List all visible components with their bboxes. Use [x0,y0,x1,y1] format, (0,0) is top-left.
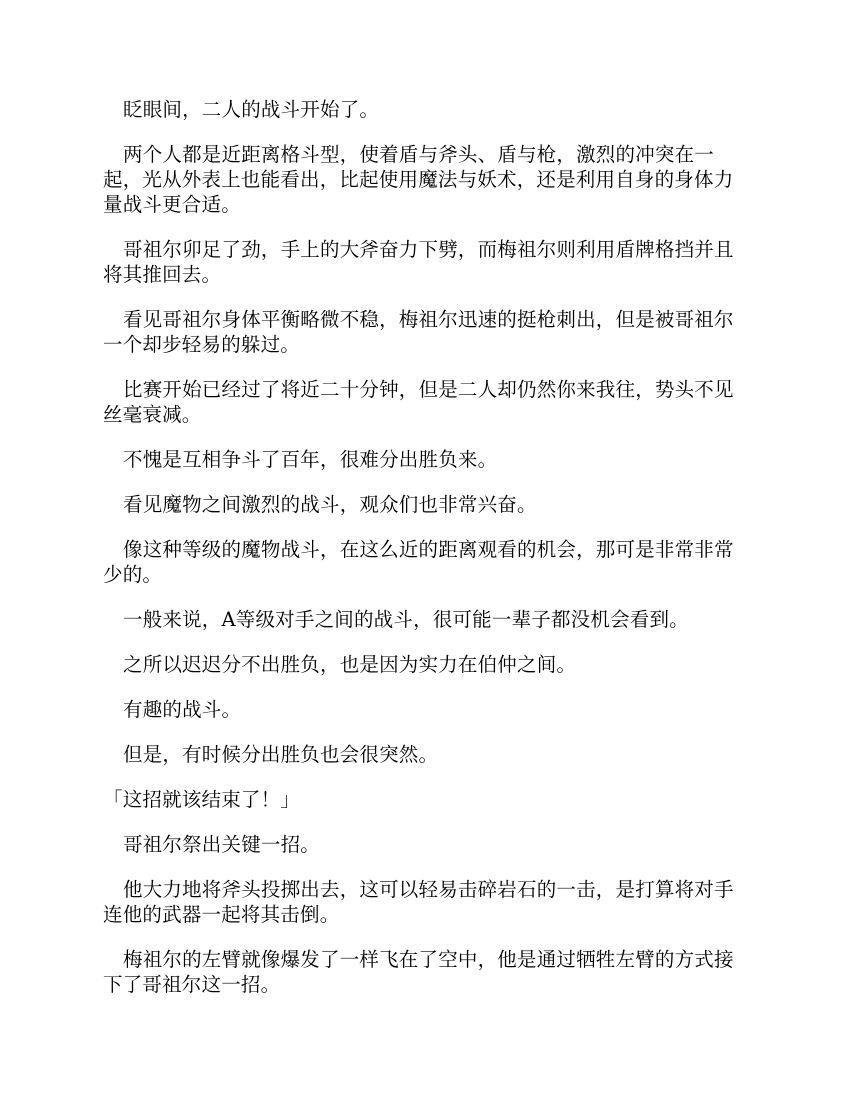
paragraph: 像这种等级的魔物战斗，在这么近的距离观看的机会，那可是非常非常少的。 [103,538,734,586]
paragraph: 看见魔物之间激烈的战斗，观众们也非常兴奋。 [123,493,537,516]
paragraph: 之所以迟迟分不出胜负，也是因为实力在伯仲之间。 [123,653,577,676]
paragraph: 眨眼间，二人的战斗开始了。 [123,98,380,121]
dialogue-line: 「这招就该结束了！」 [103,788,301,811]
paragraph: 他大力地将斧头投掷出去，这可以轻易击碎岩石的一击，是打算将对手连他的武器一起将其击倒。 [103,878,734,926]
paragraph: 一般来说，A等级对手之间的战斗，很可能一辈子都没机会看到。 [123,608,689,631]
paragraph: 两个人都是近距离格斗型，使着盾与斧头、盾与枪，激烈的冲突在一起，光从外表上也能看出，比起使用魔法与妖术，还是利用自身的身体力量战斗更合适。 [103,143,734,216]
paragraph: 梅祖尔的左臂就像爆发了一样飞在了空中，他是通过牺牲左臂的方式接下了哥祖尔这一招。 [103,948,734,996]
paragraph: 有趣的战斗。 [123,698,242,721]
text-body [103,97,747,1017]
paragraph: 但是，有时候分出胜负也会很突然。 [123,743,439,766]
paragraph: 哥祖尔卯足了劲，手上的大斧奋力下劈，而梅祖尔则利用盾牌格挡并且将其推回去。 [103,238,734,286]
paragraph: 哥祖尔祭出关键一招。 [123,833,321,856]
paragraph: 不愧是互相争斗了百年，很难分出胜负来。 [123,448,498,471]
paragraph: 看见哥祖尔身体平衡略微不稳，梅祖尔迅速的挺枪刺出，但是被哥祖尔一个却步轻易的躲过。 [103,308,734,356]
paragraph: 比赛开始已经过了将近二十分钟，但是二人却仍然你来我往，势头不见丝毫衰减。 [103,378,734,426]
